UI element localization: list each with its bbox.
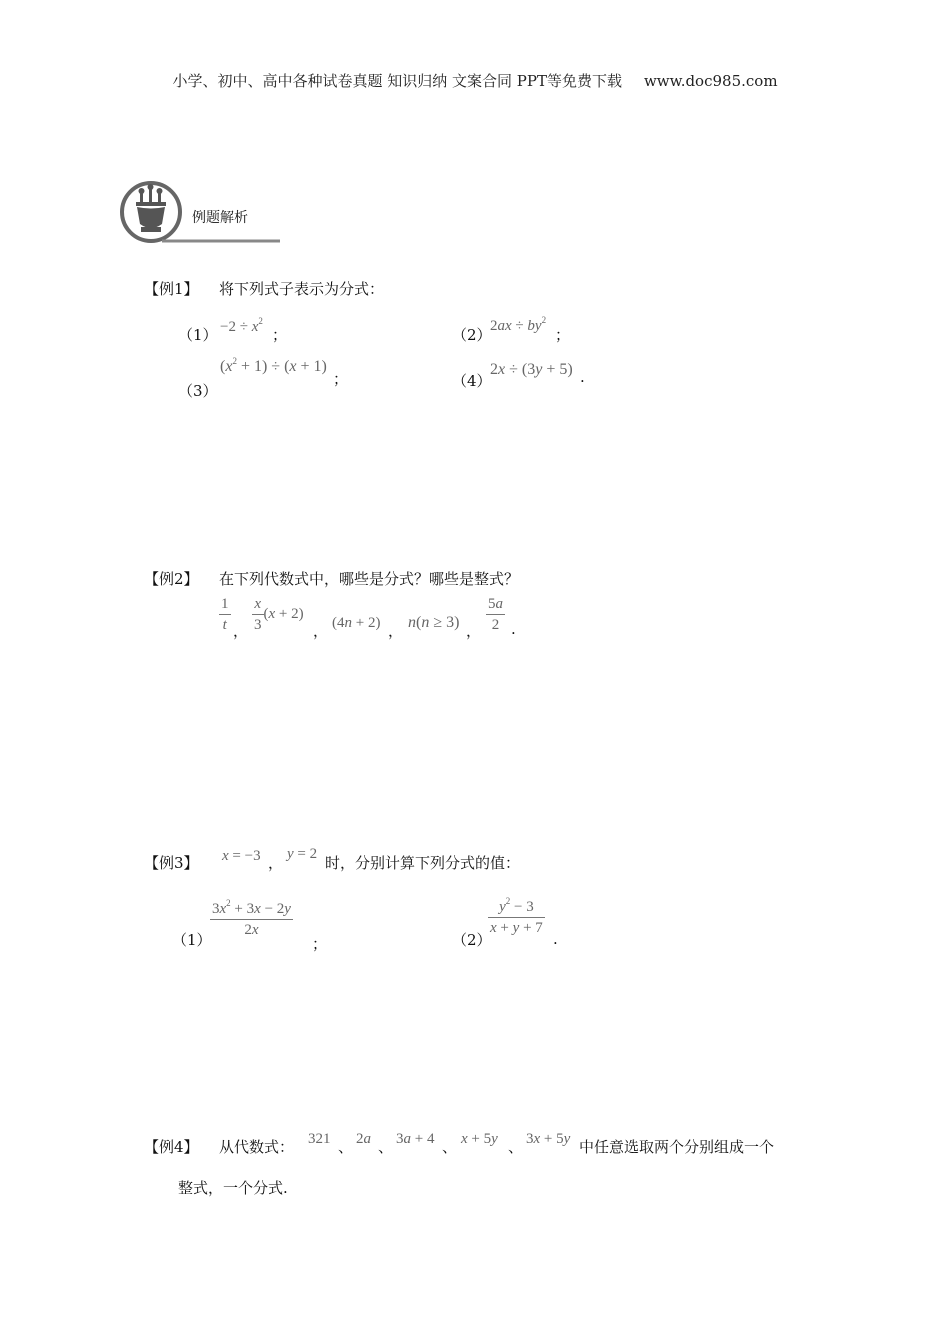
ex3-item1-expr: $\frac{3x^2 + 3x - 2y}{2x}$: [212, 898, 291, 938]
ex3-item2-period: .: [553, 930, 558, 948]
ex1-item4-expr: 2x ÷ (3y + 5): [490, 361, 573, 378]
ex1-prompt: 将下列式子表示为分式：: [219, 280, 385, 298]
ex2-period: .: [511, 620, 516, 638]
ex4-suffix: 中任意选取两个分别组成一个: [579, 1138, 775, 1156]
ex1-label: 【例1】: [144, 280, 199, 298]
ex3-label: 【例3】: [144, 854, 199, 872]
ex4-sep1: 、: [338, 1138, 354, 1156]
ex2-expr2: $\frac{x}{3}$ (x + 2): [254, 596, 304, 633]
ex2-expr1: $\frac{1}{t}$: [221, 596, 229, 633]
ex1-item2-semi: ；: [555, 326, 571, 344]
ex2-expr4: n(n ≥ 3): [408, 614, 460, 631]
ex2-comma3: ，: [388, 622, 404, 640]
ex3-cond-x: x = −3: [222, 848, 261, 864]
ex2-expr5: $\frac{5a}{2}$: [488, 596, 503, 633]
ex3-item1-semi: ；: [312, 935, 328, 953]
ex4-sep2: 、: [378, 1138, 394, 1156]
ex4-expr3: 3a + 4: [396, 1131, 435, 1147]
ex3-item2-num: （2）: [452, 931, 492, 949]
ex1-item3-expr: $(x^2 + 1) \div (x + 1)$: [220, 356, 327, 375]
ex4-prefix: 从代数式：: [219, 1138, 295, 1156]
ex1-item1-expr: $-2 \div x^2$: [220, 316, 263, 335]
ex4-expr1: 321: [308, 1131, 331, 1147]
ex3-cond-y: y = 2: [287, 846, 318, 862]
ex4-sep3: 、: [442, 1138, 458, 1156]
ex1-item1-semi: ；: [272, 326, 288, 344]
ex4-line2: 整式，一个分式.: [178, 1179, 288, 1197]
ex1-item4-period: .: [580, 368, 585, 386]
ex2-comma4: ，: [466, 622, 482, 640]
ex3-item1-num: （1）: [172, 931, 212, 949]
header-url: www.doc985.com: [643, 72, 778, 90]
ex1-item2-expr: $2ax \div by^2$: [490, 315, 547, 334]
ex1-item3-semi: ；: [333, 370, 349, 388]
ex1-item4-num: （4）: [452, 372, 492, 390]
ex2-expr3: (4n + 2): [332, 615, 381, 631]
ex3-item2-expr: $\frac{y^2 - 3}{x + y + 7}$: [490, 896, 543, 936]
ex3-mid: ，: [268, 854, 284, 872]
ex2-label: 【例2】: [144, 570, 199, 588]
ex3-suffix: 时，分别计算下列分式的值：: [325, 854, 521, 872]
ex2-prompt: 在下列代数式中，哪些是分式？哪些是整式？: [219, 570, 520, 588]
ex1-item1-num: （1）: [178, 326, 218, 344]
ex1-item3-num: （3）: [178, 382, 218, 400]
header-text: 小学、初中、高中各种试卷真题 知识归纳 文案合同 PPT等免费下载: [172, 72, 622, 90]
ex4-expr5: 3x + 5y: [526, 1131, 571, 1147]
page-header: [0, 70, 950, 91]
ex4-label: 【例4】: [144, 1138, 199, 1156]
ex1-item2-num: （2）: [452, 326, 492, 344]
ex2-comma1: ，: [233, 622, 249, 640]
section-title: 例题解析: [192, 210, 248, 226]
ex2-comma2: ，: [313, 622, 329, 640]
ex4-sep4: 、: [508, 1138, 524, 1156]
chess-piece-icon: [136, 184, 166, 232]
ex4-expr2: 2a: [356, 1131, 371, 1147]
ex4-expr4: x + 5y: [461, 1131, 498, 1147]
